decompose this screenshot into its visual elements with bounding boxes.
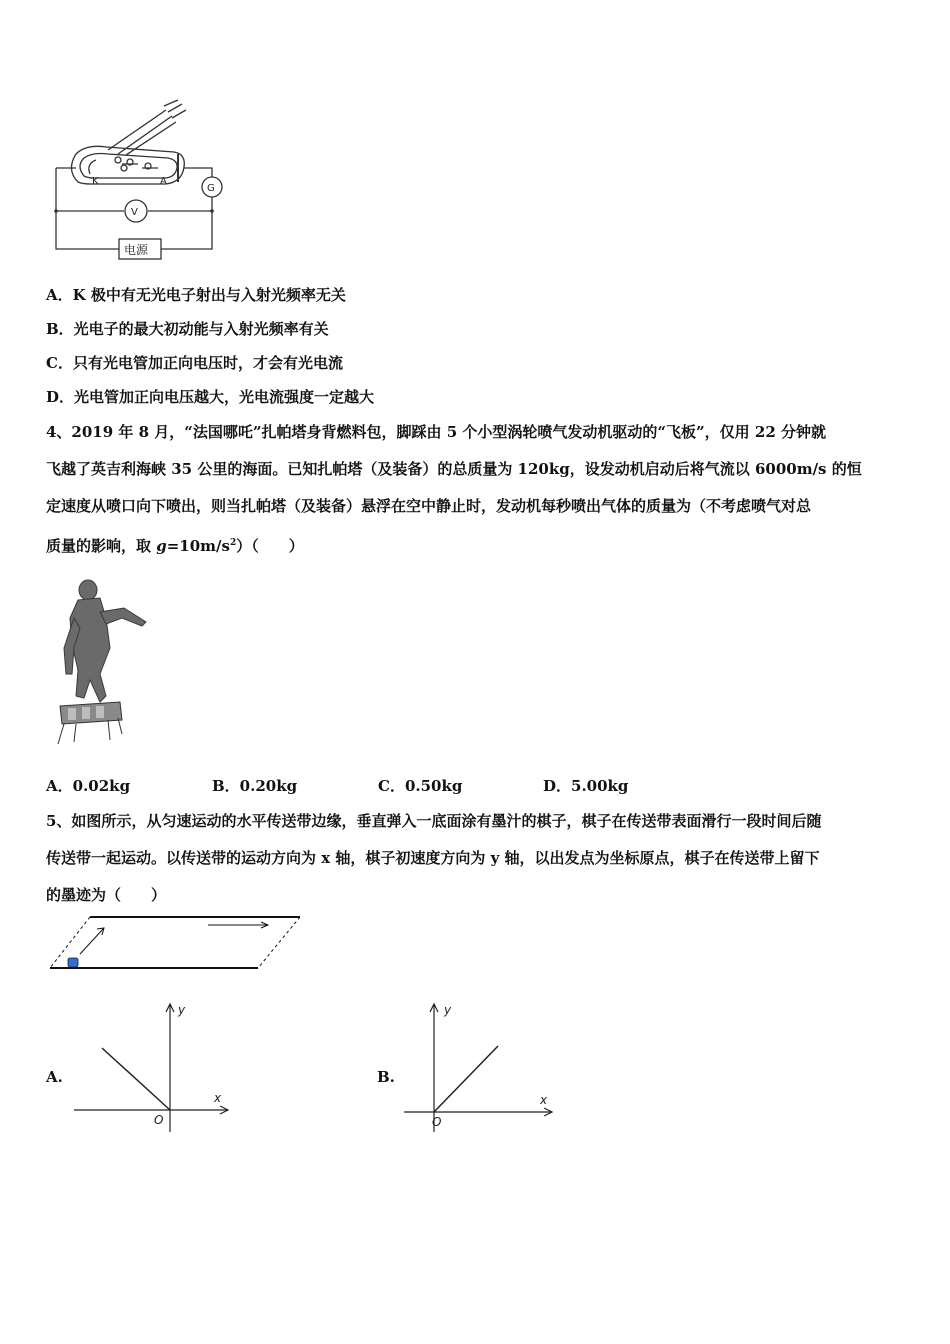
q4-g-value: =10m/s <box>166 537 230 555</box>
q5-option-b-label: B. <box>377 1068 395 1086</box>
conveyor-belt-figure <box>46 910 306 974</box>
phototube-circuit-figure <box>46 92 236 267</box>
graph-b-origin-label: O <box>432 1115 442 1129</box>
q3-option-b: B．光电子的最大初动能与入射光频率有关 <box>46 320 329 338</box>
q4-option-d: D．5.00kg <box>543 777 629 795</box>
q4-stem-line-1: 4、2019 年 8 月，“法国哪吒”扎帕塔身背燃料包，脚踩由 5 个小型涡轮喷气发动机驱动的“飞板”，仅用 22 分钟就 <box>46 423 827 441</box>
q4-stem-line-2: 飞越了英吉利海峡 35 公里的海面。已知扎帕塔（及装备）的总质量为 120kg，设发动机启动后将气流以 6000m/s 的恒 <box>46 460 862 478</box>
power-source-label: 电源 <box>124 243 149 257</box>
q5-stem-line-3: 的墨迹为（ ） <box>46 886 167 904</box>
q4-line4-suffix: ）（ ） <box>236 537 304 555</box>
q5-stem-line-2: 传送带一起运动。以传送带的运动方向为 x 轴，棋子初速度方向为 y 轴，以出发点为坐标原点，棋子在传送带上留下 <box>46 849 820 867</box>
graph-b-x-label: x <box>540 1093 548 1107</box>
q5-option-a-label: A. <box>46 1068 63 1086</box>
q3-option-d: D．光电管加正向电压越大，光电流强度一定越大 <box>46 388 375 406</box>
graph-b-y-label: y <box>444 1003 452 1017</box>
voltmeter-label: V <box>131 207 138 218</box>
q4-stem-line-3: 定速度从喷口向下喷出，则当扎帕塔（及装备）悬浮在空中静止时，发动机每秒喷出气体的质量为（不考虑喷气对总 <box>46 497 812 515</box>
q4-var-g: g <box>156 537 167 555</box>
graph-a-origin-label: O <box>154 1113 164 1127</box>
q5-graph-a <box>70 998 240 1138</box>
anode-label: A <box>160 176 167 187</box>
flyboard-rider-photo <box>50 578 150 746</box>
q5-graph-b <box>400 998 560 1138</box>
galvanometer-label: G <box>207 183 215 194</box>
cathode-label: K <box>92 176 99 187</box>
q5-stem-line-1: 5、如图所示，从匀速运动的水平传送带边缘，垂直弹入一底面涂有墨汁的棋子，棋子在传送带表面滑行一段时间后随 <box>46 812 822 830</box>
q3-option-a: A．K 极中有无光电子射出与入射光频率无关 <box>46 286 346 304</box>
graph-a-y-label: y <box>178 1003 186 1017</box>
q4-option-b: B．0.20kg <box>212 777 298 795</box>
q4-unit-exponent: 2 <box>229 538 237 548</box>
q3-option-c: C．只有光电管加正向电压时，才会有光电流 <box>46 354 343 372</box>
q4-line4-prefix: 质量的影响，取 <box>46 537 157 555</box>
q4-option-c: C．0.50kg <box>378 777 463 795</box>
q4-stem-line-4 <box>46 532 304 557</box>
q4-option-a: A．0.02kg <box>46 777 131 795</box>
chess-piece-icon <box>68 958 78 967</box>
graph-a-x-label: x <box>214 1091 222 1105</box>
